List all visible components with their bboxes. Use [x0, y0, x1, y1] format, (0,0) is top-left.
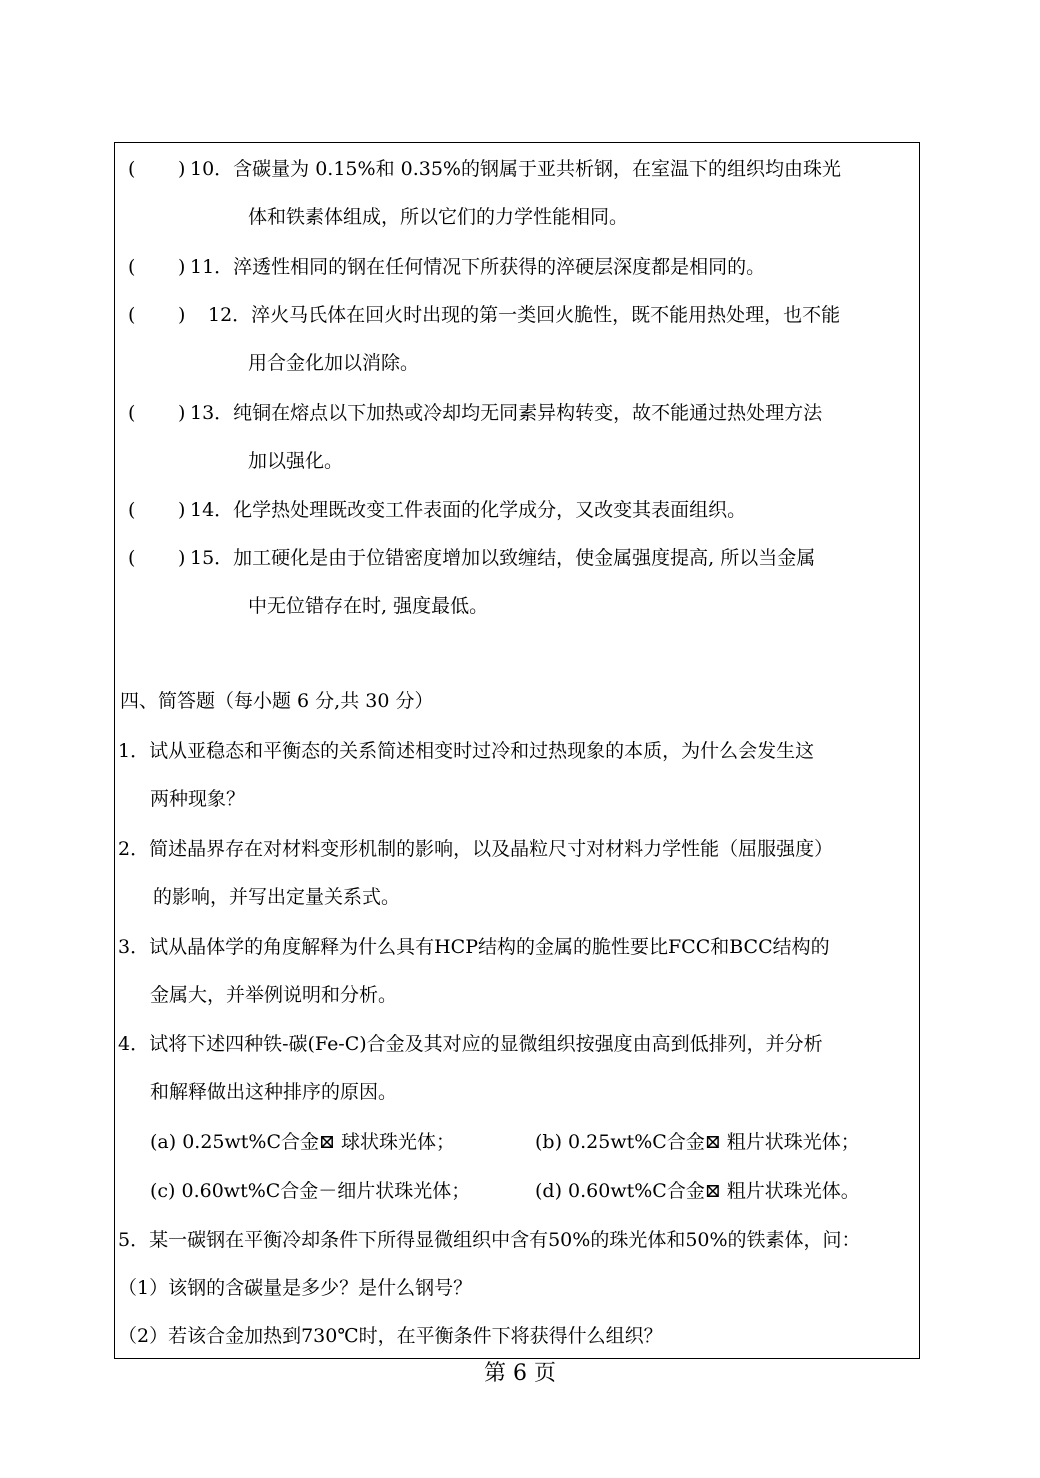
question-5-sub-1: （1）该钢的含碳量是多少？是什么钢号？ — [118, 1277, 473, 1299]
question-4-text: 4．试将下述四种铁-碳(Fe-C)合金及其对应的显微组织按强度由高到低排列，并分析 — [118, 1033, 823, 1055]
answer-paren-open: ( — [128, 304, 136, 326]
answer-paren-open: ( — [128, 499, 136, 521]
answer-paren-close: ) — [178, 402, 186, 424]
judgement-item-13-continuation: 加以强化。 — [248, 450, 344, 472]
answer-paren-open: ( — [128, 547, 136, 569]
judgement-item-14-text: 14．化学热处理既改变工件表面的化学成分，又改变其表面组织。 — [190, 499, 747, 521]
question-2-text: 2．简述晶界存在对材料变形机制的影响，以及晶粒尺寸对材料力学性能（屈服强度） — [118, 838, 834, 860]
answer-paren-close: ) — [178, 304, 186, 326]
question-2-continuation: 的影响，并写出定量关系式。 — [153, 886, 401, 908]
answer-paren-open: ( — [128, 402, 136, 424]
question-1-text: 1．试从亚稳态和平衡态的关系简述相变时过冷和过热现象的本质，为什么会发生这 — [118, 740, 815, 762]
alloy-option-a: (a) 0.25wt%C合金⊠ 球状珠光体； — [150, 1131, 455, 1153]
question-5-text: 5．某一碳钢在平衡冷却条件下所得显微组织中含有50%的珠光体和50%的铁素体，问： — [118, 1229, 861, 1251]
judgement-item-15-text: 15．加工硬化是由于位错密度增加以致缠结，使金属强度提高, 所以当金属 — [190, 547, 816, 569]
question-5-sub-2: （2）若该合金加热到730℃时，在平衡条件下将获得什么组织？ — [118, 1325, 663, 1347]
judgement-item-15-continuation: 中无位错存在时, 强度最低。 — [248, 595, 489, 617]
judgement-item-12-continuation: 用合金化加以消除。 — [248, 352, 420, 374]
answer-paren-open: ( — [128, 256, 136, 278]
answer-paren-close: ) — [178, 547, 186, 569]
question-3-continuation: 金属大，并举例说明和分析。 — [150, 984, 398, 1006]
answer-paren-close: ) — [178, 256, 186, 278]
alloy-option-d: (d) 0.60wt%C合金⊠ 粗片状珠光体。 — [535, 1180, 860, 1202]
question-1-continuation: 两种现象？ — [150, 788, 246, 810]
page-number: 第 6 页 — [484, 1361, 556, 1386]
alloy-option-c: (c) 0.60wt%C合金－细片状珠光体； — [150, 1180, 471, 1202]
answer-paren-close: ) — [178, 158, 186, 180]
answer-paren-close: ) — [178, 499, 186, 521]
judgement-item-12-text: 12．淬火马氏体在回火时出现的第一类回火脆性，既不能用热处理，也不能 — [208, 304, 841, 326]
answer-paren-open: ( — [128, 158, 136, 180]
question-3-text: 3．试从晶体学的角度解释为什么具有HCP结构的金属的脆性要比FCC和BCC结构的 — [118, 936, 830, 958]
judgement-item-13-text: 13．纯铜在熔点以下加热或冷却均无同素异构转变，故不能通过热处理方法 — [190, 402, 823, 424]
judgement-item-11-text: 11．淬透性相同的钢在任何情况下所获得的淬硬层深度都是相同的。 — [190, 256, 766, 278]
judgement-item-10-continuation: 体和铁素体组成，所以它们的力学性能相同。 — [248, 206, 629, 228]
alloy-option-b: (b) 0.25wt%C合金⊠ 粗片状珠光体； — [535, 1131, 860, 1153]
judgement-item-10-text: 10．含碳量为 0.15%和 0.35%的钢属于亚共析钢，在室温下的组织均由珠光 — [190, 158, 841, 180]
question-4-continuation: 和解释做出这种排序的原因。 — [150, 1081, 398, 1103]
section-title: 四、简答题（每小题 6 分,共 30 分） — [120, 690, 434, 712]
